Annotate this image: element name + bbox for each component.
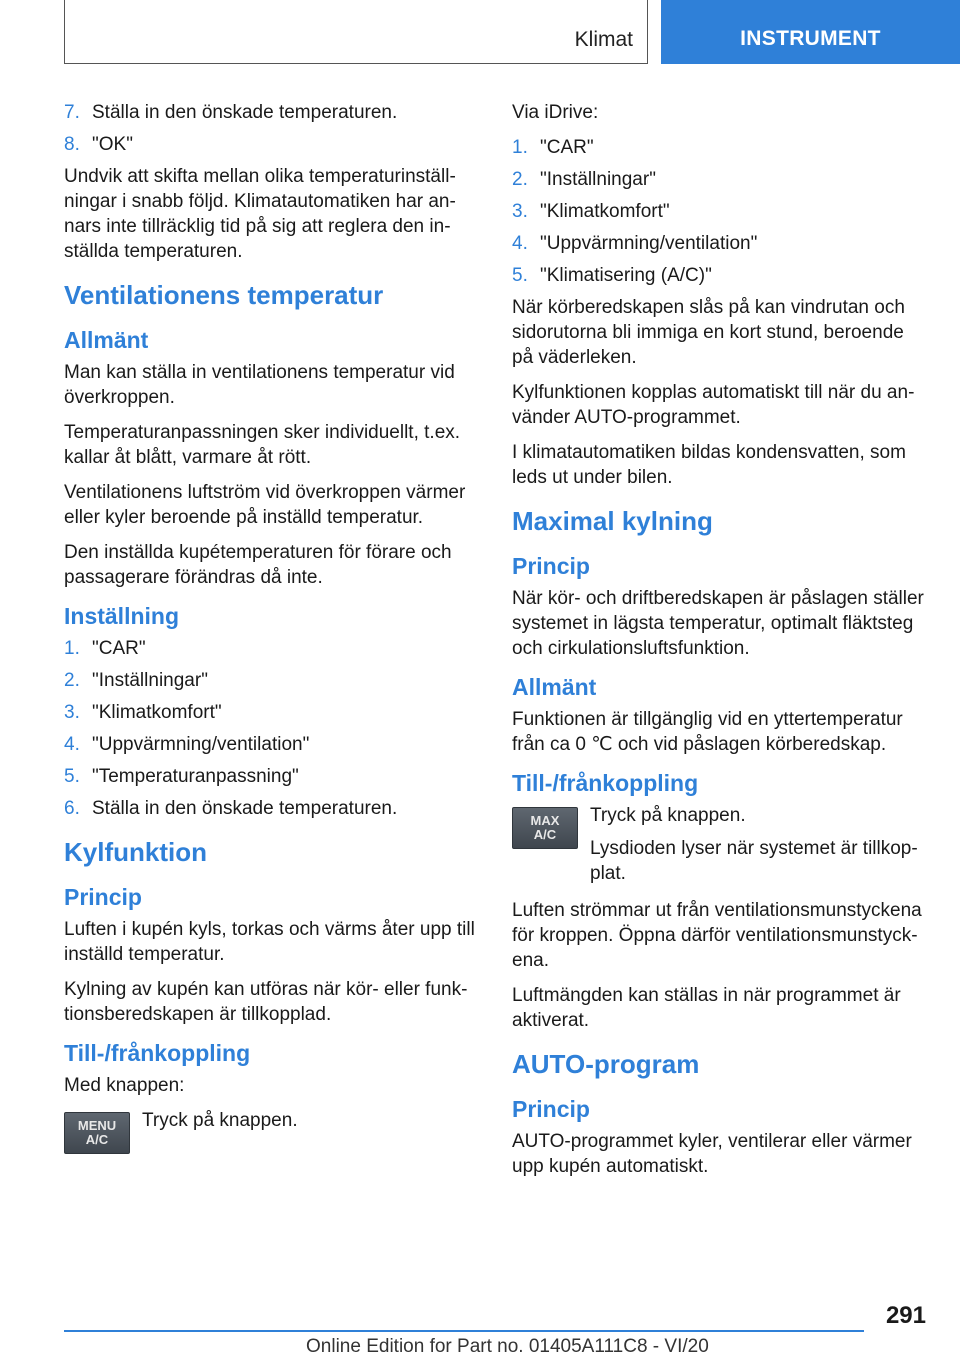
list-text: Ställa in den önskade temperaturen. (92, 798, 398, 819)
paragraph: Luften i kupén kyls, torkas och värms åter upp till inställd temperatur. (64, 919, 475, 965)
paragraph: I klimatautomatiken bildas kondensvatten, som leds ut under bilen. (512, 442, 906, 488)
paragraph: Den inställda kupétemperaturen för förare och passagerare förändras då inte. (64, 542, 452, 588)
right-column (512, 100, 930, 1189)
list-text: "CAR" (92, 638, 146, 659)
list-text: "Uppvärmning/ventilation" (92, 734, 310, 755)
list-number: 1. (512, 137, 528, 158)
footer-divider (64, 1330, 864, 1332)
paragraph: Kylning av kupén kan utföras när kör- eller funktionsberedskapen är tillkopplad. (64, 979, 468, 1025)
list-number: 3. (512, 201, 528, 222)
button-label-top: MENU (77, 1118, 117, 1133)
paragraph: Lysdioden lyser när systemet är tillkopplat. (590, 838, 918, 884)
paragraph: Via iDrive: (512, 102, 599, 123)
paragraph: Med knappen: (64, 1075, 185, 1096)
paragraph: Tryck på knappen. (142, 1110, 298, 1131)
menu-ac-button-icon (64, 1112, 130, 1154)
heading-auto-program: AUTO-program (512, 1049, 700, 1079)
list-item (512, 167, 930, 192)
heading-cooling-function: Kylfunktion (64, 837, 207, 867)
footer-edition: Online Edition for Part no. 01405A111C8 - VI/20 (306, 1336, 709, 1357)
list-number: 4. (512, 233, 528, 254)
list-text: "Temperaturanpassning" (92, 766, 299, 787)
list-number: 3. (64, 702, 80, 723)
paragraph: Undvik att skifta mellan olika temperaturinställningar i snabb följd. Klimatautomatiken har annars inte tillräcklig tid på sig att reglera den inställda temperaturen. (64, 166, 456, 262)
subheading-principle: Princip (512, 553, 590, 579)
paragraph: Man kan ställa in ventilationens temperatur vid överkroppen. (64, 362, 455, 408)
header-section-title: Klimat (574, 28, 633, 51)
button-instruction (512, 803, 930, 894)
paragraph: Temperaturanpassningen sker individuellt, t.ex. kallar åt blått, varmare åt rött. (64, 422, 461, 468)
paragraph: Luftmängden kan ställas in när programmet är aktiverat. (512, 985, 901, 1031)
list-item (64, 700, 480, 725)
list-item (64, 732, 480, 757)
paragraph: AUTO-programmet kyler, ventilerar eller värmer upp kupén automatiskt. (512, 1131, 912, 1177)
paragraph: Funktionen är tillgänglig vid en yttertemperatur från ca 0 ℃ och vid påslagen körberedskap. (512, 709, 903, 755)
list-text: "Inställningar" (92, 670, 208, 691)
button-instruction (64, 1108, 480, 1154)
heading-maximum-cooling: Maximal kylning (512, 506, 713, 536)
subheading-on-off: Till-/frånkoppling (512, 770, 699, 796)
header-chapter-tab: INSTRUMENT (661, 0, 960, 64)
list-text: "Uppvärmning/ventilation" (540, 233, 758, 254)
list-number: 4. (64, 734, 80, 755)
list-text: "CAR" (540, 137, 594, 158)
subheading-principle: Princip (512, 1096, 590, 1122)
paragraph: Luften strömmar ut från ventilationsmunstyckena för kroppen. Öppna därför ventilationsmunstyckena. (512, 900, 922, 971)
list-number: 2. (512, 169, 528, 190)
button-label-top: MAX (530, 813, 560, 828)
list-item (64, 132, 480, 157)
list-number: 1. (64, 638, 80, 659)
list-text: Ställa in den önskade temperaturen. (92, 102, 398, 123)
subheading-general: Allmänt (512, 674, 597, 700)
header-section-box (64, 0, 648, 64)
button-label-bottom: A/C (533, 827, 557, 842)
list-text: "Klimatkomfort" (540, 201, 670, 222)
max-ac-button-icon (512, 807, 578, 849)
subheading-on-off: Till-/frånkoppling (64, 1040, 251, 1066)
list-number: 2. (64, 670, 80, 691)
list-item (512, 135, 930, 160)
paragraph: När körberedskapen slås på kan vindrutan och sidorutorna bli immiga en kort stund, beroende på väderleken. (512, 297, 905, 368)
paragraph: Kylfunktionen kopplas automatiskt till när du använder AUTO-programmet. (512, 382, 915, 428)
list-number: 5. (64, 766, 80, 787)
subheading-principle: Princip (64, 884, 142, 910)
list-number: 7. (64, 102, 80, 123)
paragraph: Tryck på knappen. (590, 805, 746, 826)
list-item (512, 263, 930, 288)
list-item (64, 796, 480, 821)
list-text: "OK" (92, 134, 133, 155)
list-text: "Inställningar" (540, 169, 656, 190)
list-number: 8. (64, 134, 80, 155)
button-label-bottom: A/C (85, 1132, 109, 1147)
list-number: 5. (512, 265, 528, 286)
heading-ventilation-temperature: Ventilationens temperatur (64, 280, 384, 310)
list-text: "Klimatkomfort" (92, 702, 222, 723)
list-item (512, 199, 930, 224)
list-text: "Klimatisering (A/C)" (540, 265, 712, 286)
list-number: 6. (64, 798, 80, 819)
list-item (512, 231, 930, 256)
paragraph: Ventilationens luftström vid överkroppen värmer eller kyler beroende på inställd temperatur. (64, 482, 466, 528)
page-number: 291 (885, 1302, 926, 1329)
left-column (64, 100, 480, 1158)
subheading-general: Allmänt (64, 327, 149, 353)
list-item (64, 668, 480, 693)
list-item (64, 636, 480, 661)
list-item (64, 100, 480, 125)
paragraph: När kör- och driftberedskapen är påslagen ställer systemet in lägsta temperatur, optimalt fläktsteg och cirkulationsluftsfunktion. (512, 588, 924, 659)
subheading-settings: Inställning (64, 603, 179, 629)
list-item (64, 764, 480, 789)
